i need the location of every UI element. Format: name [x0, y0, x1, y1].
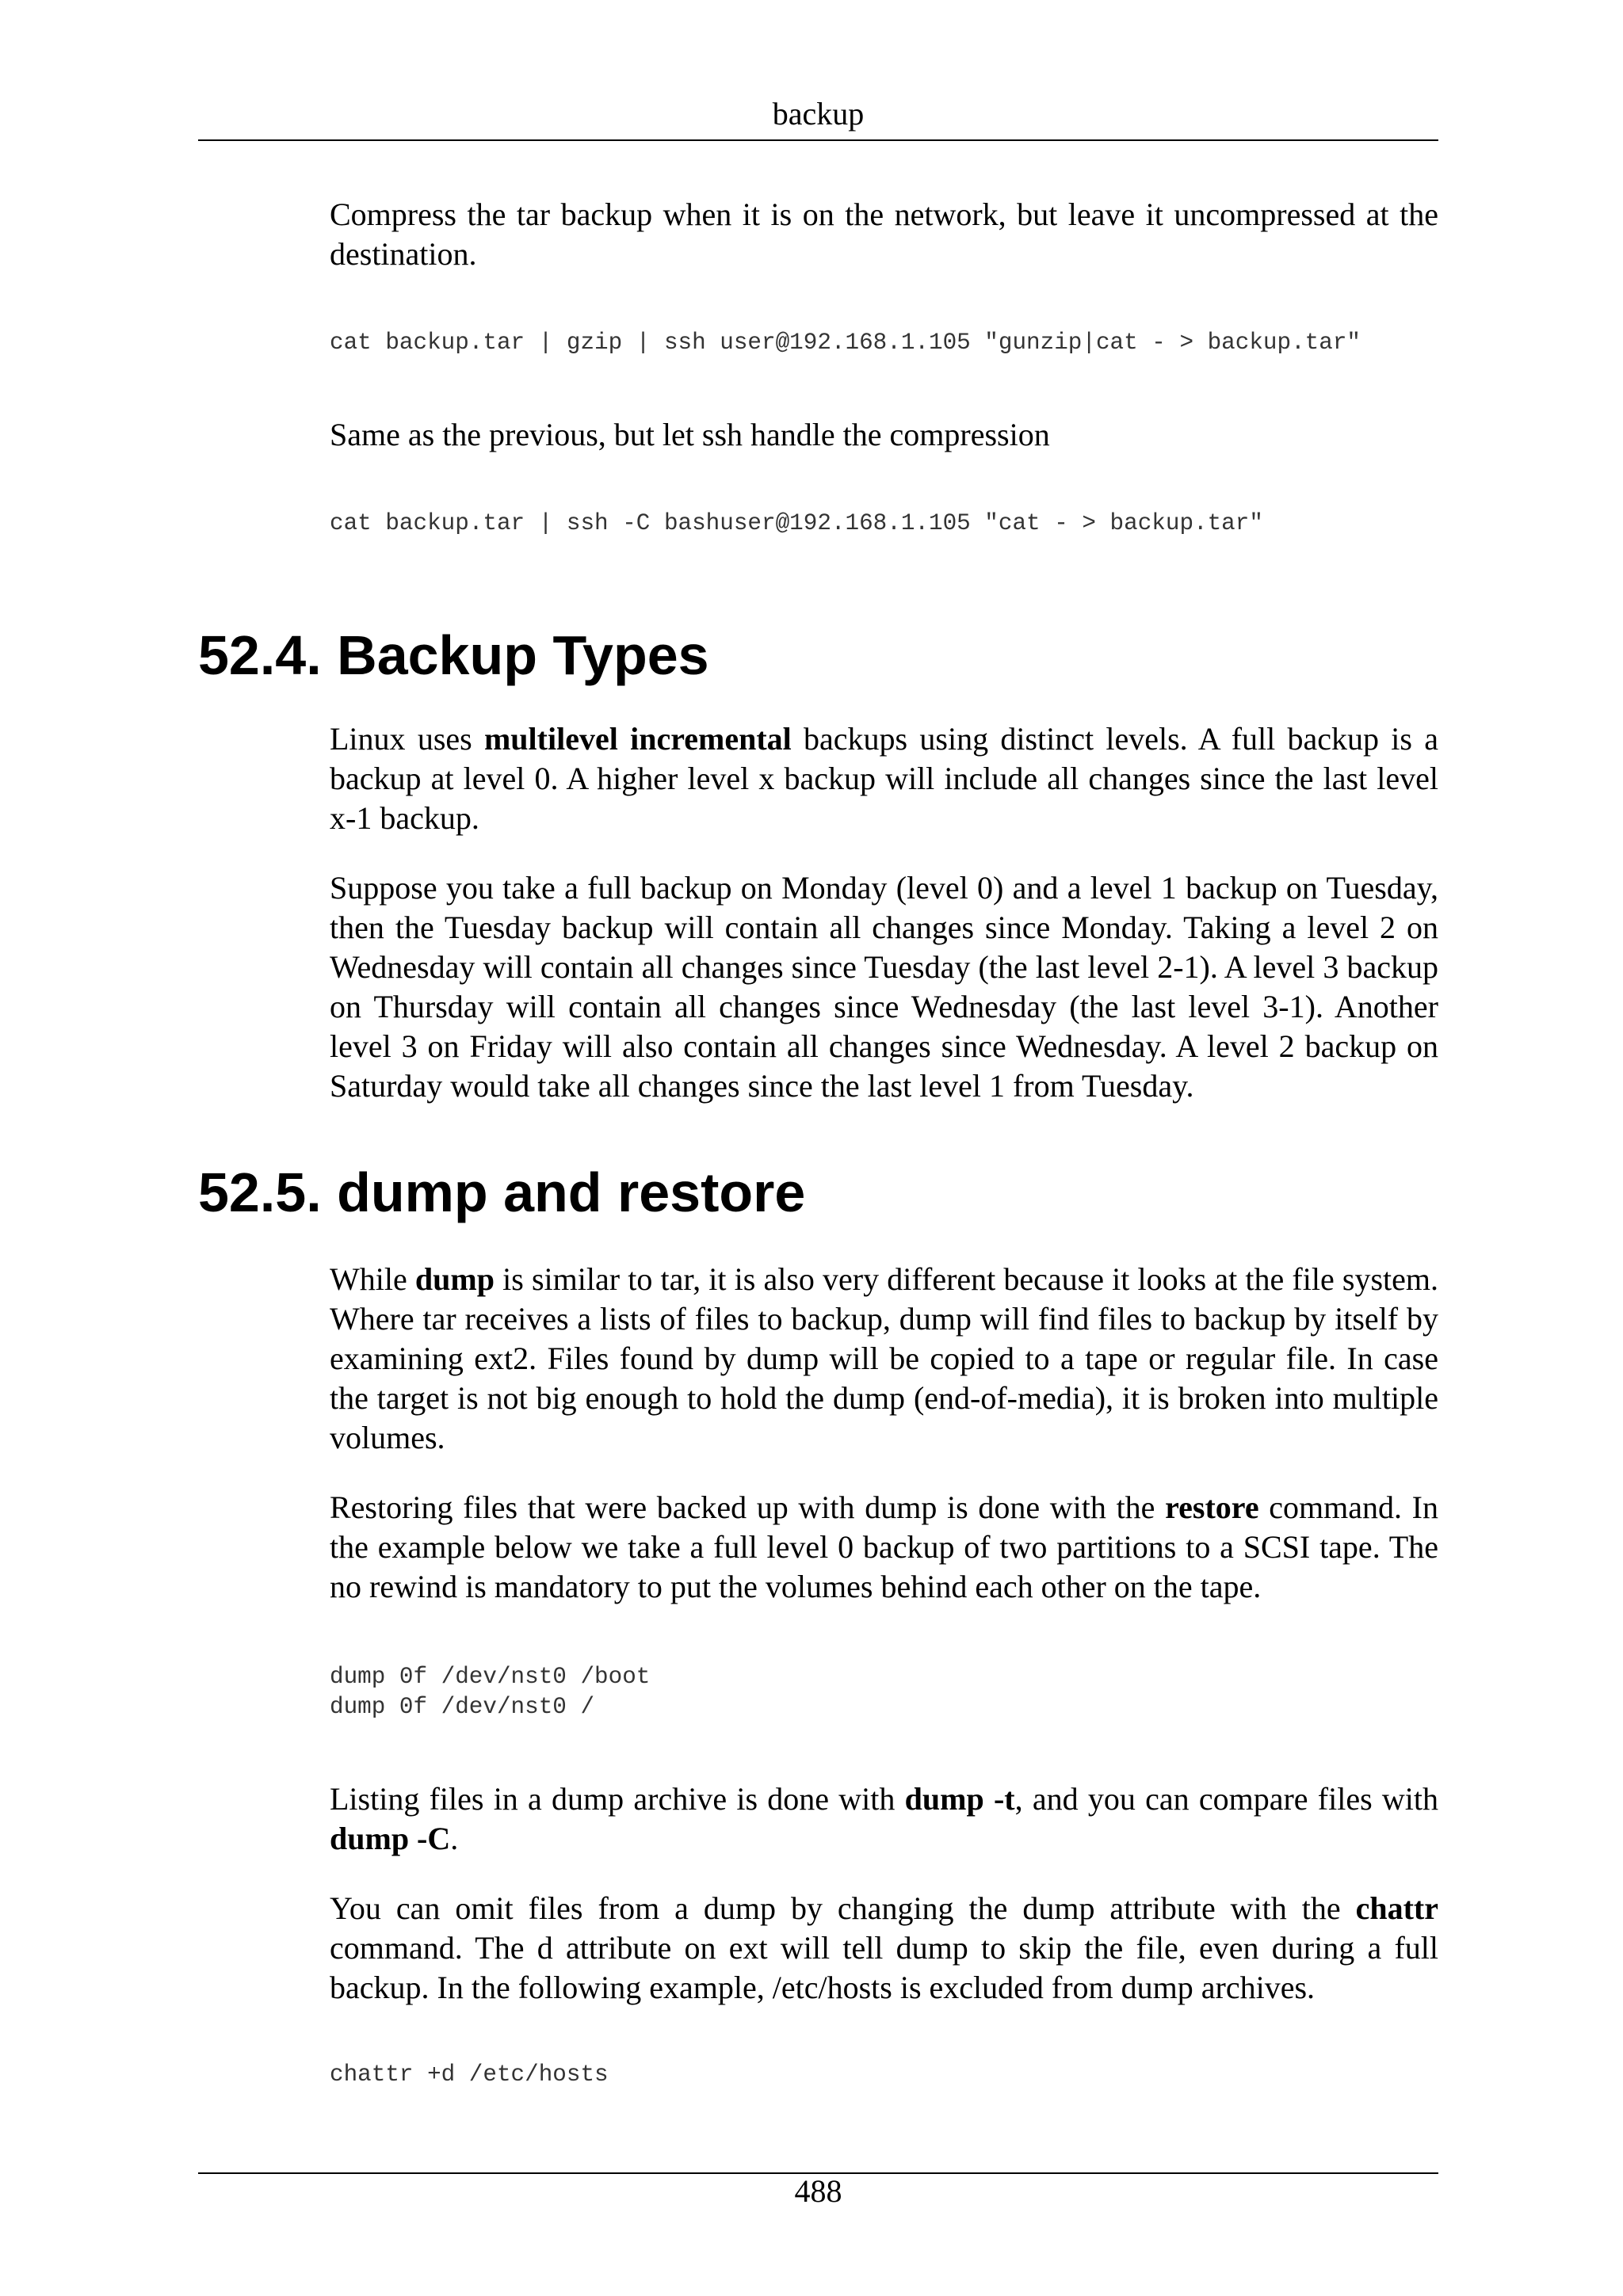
paragraph-compress-network: Compress the tar backup when it is on the network, but leave it uncompressed at the destination.	[330, 196, 1438, 272]
code-chattr: chattr +d /etc/hosts	[330, 2061, 609, 2088]
page-number: 488	[794, 2173, 842, 2209]
paragraph-weekly-levels: Suppose you take a full backup on Monday (level 0) and a level 1 backup on Tuesday, then the Tuesday backup will contain all changes since Monday. Taking a level 2 on Wednesday will contain all changes since Tuesday (the last level 2-1). A level 3 backup on Thursday will contain all changes since Wednesday (the last level 3-1). Another level 3 on Friday will also contain all changes since Wednesday. A level 2 backup on Saturday would take all changes since the last level 1 from Tuesday.	[330, 870, 1438, 1104]
term-dump-t: dump -t	[904, 1781, 1015, 1817]
section-heading-backup-types: 52.4. Backup Types	[198, 624, 709, 686]
term-dump-C: dump -C	[330, 1821, 451, 1856]
code-ssh-C: cat backup.tar | ssh -C bashuser@192.168.1.105 "cat - > backup.tar"	[330, 510, 1263, 536]
code-dump-level0: dump 0f /dev/nst0 /boot dump 0f /dev/nst0 /	[330, 1664, 651, 1720]
term-dump: dump	[414, 1261, 495, 1297]
paragraph-chattr: You can omit files from a dump by changing the dump attribute with the chattr command. The d attribute on ext will tell dump to skip the file, even during a full backup. In the following example, /etc/hosts is excluded from dump archives.	[330, 1890, 1438, 2005]
section-heading-dump-restore: 52.5. dump and restore	[198, 1161, 806, 1223]
header-rule	[198, 139, 1438, 141]
paragraph-ssh-compression: Same as the previous, but let ssh handle the compression	[330, 417, 1050, 452]
paragraph-multilevel: Linux uses multilevel incremental backups using distinct levels. A full backup is a backup at level 0. A higher level x backup will include all changes since the last level x-1 backup.	[330, 721, 1439, 836]
running-header: backup	[772, 96, 865, 132]
paragraph-restore: Restoring files that were backed up with dump is done with the restore command. In the example below we take a full level 0 backup of two partitions to a SCSI tape. The no rewind is mandatory to put the volumes behind each other on the tape.	[330, 1489, 1438, 1604]
code-gzip-ssh: cat backup.tar | gzip | ssh user@192.168.1.105 "gunzip|cat - > backup.tar"	[330, 330, 1361, 356]
paragraph-dump-intro: While dump is similar to tar, it is also very different because it looks at the file system. Where tar receives a lists of files to backup, dump will find files to backup by itself by examining ext2. Files found by dump will be copied to a tape or regular file. In case the target is not big enough to hold the dump (end-of-media), it is broken into multiple volumes.	[330, 1261, 1439, 1455]
term-restore: restore	[1165, 1489, 1259, 1525]
term-multilevel-incremental: multilevel incremental	[483, 721, 792, 757]
paragraph-dump-listing: Listing files in a dump archive is done with dump -t, and you can compare files with dump -C.	[330, 1781, 1439, 1856]
term-chattr: chattr	[1355, 1890, 1438, 1926]
